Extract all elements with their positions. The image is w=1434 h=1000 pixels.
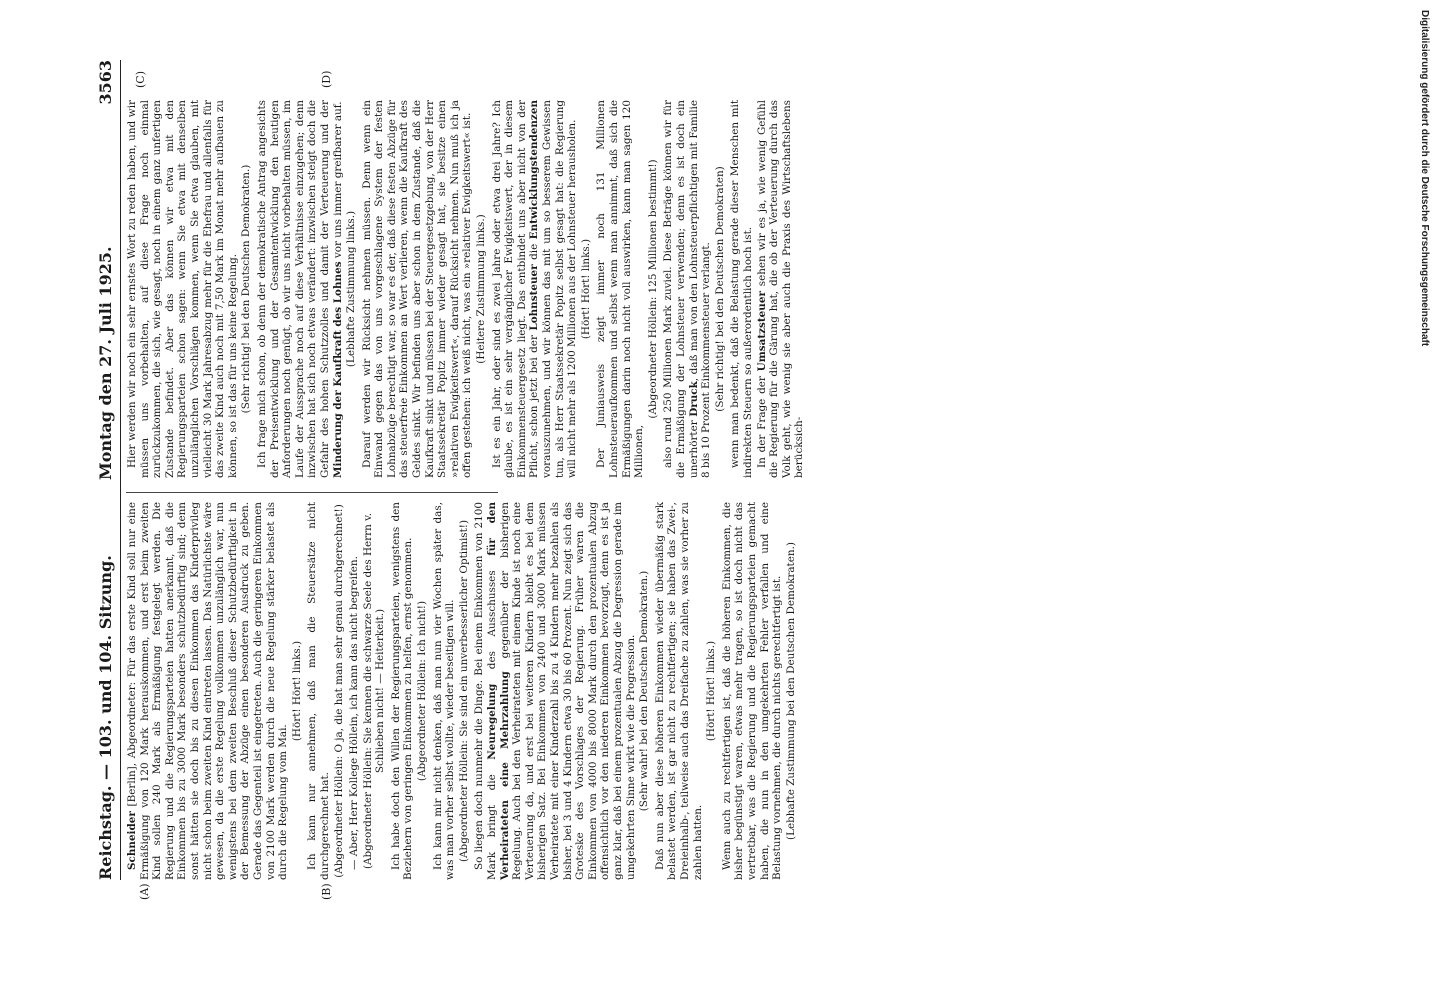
page-number: 3563 bbox=[96, 60, 115, 105]
right-paragraph: also rund 250 Millionen Mark zuviel. Diese Beträge können wir für die Ermäßigung der Lohnsteuer verwenden; denn es ist doch ein unerhörter Druck, daß man von den Lohnsteuerpflichtigen mit Familie 8 bis 10 Prozent Einkommensteuer verlangt. bbox=[662, 100, 713, 478]
right-paragraph: Hier werden wir noch ein sehr ernstes Wort zu reden haben, und wir müssen uns vorbehalten, auf diese Frage noch einmal zurückzukommen, die sich, wie gesagt, noch in einem ganz unfertigen Zustande befindet. Aber das können wir etwa mit den Regierungsparteien schon sagen: wenn Sie etwa mit denselben unzulänglichen Vorschlägen kommen, wenn Sie etwa glauben, mit vielleicht 30 Mark Jahresabzug mehr für die Ehefrau und allenfalls für das zweite Kind auch noch mit 7,50 Mark im Monat mehr aufbauen zu können, so ist das für uns keine Regelung. bbox=[126, 100, 239, 478]
left-interjection: (Sehr wahr! bei den Deutschen Demokraten.) bbox=[638, 570, 651, 812]
right-paragraph: Darauf werden wir Rücksicht nehmen müssen. Denn wenn ein Einwand gegen das von uns vorgeschlagene System der festen Lohnabzüge berechtigt war, so war es der, daß diese festen Abzüge für das steuerfreie Einkommen an Wert verlieren, wenn die Kaufkraft des Geldes sinkt. Wir befinden uns aber schon in dem Zustande, daß die Kaufkraft sinkt und müssen bei der Steuergesetzgebung, von der Herr Staatssekretär Popitz immer wieder gesagt hat, sie besitze einen »relativen Ewigkeitswert«, darauf Rücksicht nehmen. Nun muß ich ja offen gestehen: ich weiß nicht, was ein »relativer Ewigkeitswert« ist. bbox=[360, 100, 474, 478]
left-interjection: (Abgeordneter Höllein: Sie sind ein unverbesserlicher Optimist!) bbox=[457, 519, 470, 863]
margin-mark-a: (A) bbox=[138, 883, 151, 900]
left-paragraph: Ich kann mir nicht denken, daß man nun vier Wochen später das, was man vorher selbst wollte, wieder beseitigen will. bbox=[431, 502, 457, 880]
right-interjection: (Sehr richtig! bei den Deutschen Demokraten) bbox=[713, 166, 726, 412]
right-interjection: (Sehr richtig! bei den Deutschen Demokraten.) bbox=[240, 164, 253, 414]
right-paragraph: Der Juniausweis zeigt immer noch 131 Millionen Lohnsteueraufkommen und selbst wenn man annimmt, daß sich die Ermäßigungen darin noch nicht voll auswirken, kann man sagen 120 Millionen, bbox=[595, 100, 646, 478]
right-interjection: (Lebhafte Zustimmung links.) bbox=[345, 210, 358, 368]
header-left bbox=[96, 555, 115, 880]
left-paragraph: Schneider [Berlin], Abgeordneter: Für das erste Kind soll nur eine Ermäßigung von 120 Mark herauskommen, und erst beim zweiten Kind sollen 240 Mark als Ermäßigung festgelegt werden. Die Regierung und die Regierungsparteien hatten anerkannt, daß die Einkommen bis zu 3000 Mark besonders schutzbedürftig sind; denn sonst hätten sie doch bis zu diesen Einkommen das Kinderprivileg nicht schon beim zweiten Kind eintreten lassen. Das Natürlichste wäre gewesen, da die erste Regelung vollkommen unzulänglich war, nun wenigstens bei dem zweiten Beschluß dieser Schutzbedürftigkeit in der Bemessung der Abzüge einen besonderen Ausdruck zu geben. Gerade das Gegenteil ist eingetreten. Auch die geringeren Einkommen von 2100 Mark werden durch die neue Regelung stärker belastet als durch die Regelung vom Mai. bbox=[126, 502, 290, 880]
margin-mark-b: (B) bbox=[320, 883, 333, 900]
margin-mark-c: (C) bbox=[134, 71, 147, 88]
left-paragraph: Ich habe doch den Willen der Regierungsparteien, wenigstens den Beziehern von geringen Einkommen zu helfen, ernst genommen. bbox=[389, 502, 415, 880]
text-column-right bbox=[126, 100, 806, 478]
text-column-left bbox=[126, 502, 797, 880]
left-paragraph: — Aber, Herr Kollege Höllein, ich kann das nicht begreifen. bbox=[348, 556, 361, 870]
left-paragraph: Ich kann nur annehmen, daß man die Steuersätze nicht durchgerechnet hat. bbox=[306, 502, 331, 880]
left-paragraph: So liegen doch nunmehr die Dinge. Bei einem Einkommen von 2100 Mark bringt die Neuregelung des Ausschusses für den Verheirateten eine Mehrzahlung gegenüber der bisherigen Regelung. Auch bei den Verheirateten mit einem Kinde ist noch eine Verteuerung da, und erst bei weiteren Kindern bleibt es bei dem bisherigen Satz. Bei Einkommen von 2400 und 3000 Mark müssen Verheiratete mit einer Kinderzahl bis zu 4 Kindern mehr bezahlen als bisher, bei 3 und 4 Kindern etwa 30 bis 60 Prozent. Nun zeigt sich das Groteske des Vorschlages der Regierung. Früher waren die Einkommen von 4000 bis 8000 Mark durch den prozentualen Abzug offensichtlich vor den niederen Einkommen bevorzugt, denn es ist ja ganz klar, daß bei einem prozentualen Abzug die Degression gerade im umgekehrten Sinne wirkt wie die Progression. bbox=[473, 502, 637, 880]
left-interjection: (Abgeordneter Höllein: O ja, die hat man sehr genau durchgerechnet!) bbox=[332, 504, 345, 878]
header-rule bbox=[120, 60, 121, 880]
header-left-title: Reichstag. — 103. und 104. Sitzung. bbox=[96, 555, 115, 880]
margin-mark-d: (D) bbox=[320, 70, 333, 88]
right-paragraph: Ich frage mich schon, ob denn der demokratische Antrag angesichts der Preisentwicklung und der Gesamtentwicklung den heutigen Anforderungen noch genügt, ob wir uns nicht vorbehalten müssen, im Laufe der Aussprache noch auf diese Verhältnisse einzugehen; denn inzwischen hat sich noch etwas verändert: inzwischen steigt doch die Gefahr des hohen Schutzzolles und damit der Verteuerung und der Minderung der Kaufkraft des Lohnes vor uns immer greifbarer auf. bbox=[255, 100, 344, 478]
right-interjection: (Hört! Hört! links.) bbox=[579, 238, 592, 340]
right-interjection: (Heitere Zustimmung links.) bbox=[475, 214, 488, 364]
left-interjection: (Lebhafte Zustimmung bei den Deutschen Demokraten.) bbox=[784, 542, 797, 840]
right-paragraph: wenn man bedenkt, daß die Belastung gerade dieser Menschen mit indirekten Steuern so außerordentlich hoch ist. bbox=[729, 100, 754, 478]
left-paragraph: Daß nun aber diese höheren Einkommen wieder übermäßig stark belastet werden, ist gar nicht zu rechtfertigen; sie haben das Zwei-, Dreieinhalb-, teilweise auch das Dreifache zu zahlen, was sie vorher zu zahlen hatten. bbox=[653, 502, 704, 880]
page-header bbox=[96, 60, 118, 880]
left-interjection: (Abgeordneter Höllein: Ich nicht!) bbox=[416, 600, 429, 782]
right-paragraph: Ist es ein Jahr, oder sind es zwei Jahre oder etwa drei Jahre? Ich glaube, es ist ein sehr vergänglicher Ewigkeitswert, der in diesem Einkommensteuergesetz liegt. Das entbindet uns aber nicht von der Pflicht, schon jetzt bei der Lohnsteuer die Entwicklungstendenzen vorauszunehmen, und wir können das mit um so besserem Gewissen tun, als Herr Staatssekretär Popitz selbst gesagt hat: die Regierung will nicht mehr als 1200 Millionen aus der Lohnsteuer herausholen. bbox=[490, 100, 579, 478]
left-interjection: (Abgeordneter Höllein: Sie kennen die schwarze Seele des Herrn v. Schlieben nicht! — Heiterkeit.) bbox=[361, 512, 387, 870]
left-interjection: (Hört! Hört! links.) bbox=[290, 640, 303, 742]
right-interjection: (Abgeordneter Höllein: 125 Millionen bestimmt!) bbox=[646, 159, 659, 419]
left-paragraph: Wenn auch zu rechtfertigen ist, daß die höheren Einkommen, die bisher begünstigt waren, etwas mehr tragen, so ist doch nicht das vertretbar, was die Regierung und die Regierungsparteien gemacht haben, die nun in den umgekehrten Fehler verfallen und eine Belastung vornehmen, die durch nichts gerechtfertigt ist. bbox=[720, 502, 784, 880]
digitization-note: Digitalisierung gefördert durch die Deutsche Forschungsgemeinschaft bbox=[1419, 10, 1430, 347]
right-paragraph: In der Frage der Umsatzsteuer sehen wir es ja, wie wenig Gefühl die Regierung für die Gärung hat, die ob der Verteuerung durch das Volk geht, wie wenig sie aber auch die Praxis des Wirtschaftslebens berücksich- bbox=[755, 100, 806, 478]
column-divider bbox=[126, 492, 498, 493]
header-date: Montag den 27. Juli 1925. bbox=[96, 246, 115, 480]
left-interjection: (Hört! Hört! links.) bbox=[705, 640, 718, 742]
